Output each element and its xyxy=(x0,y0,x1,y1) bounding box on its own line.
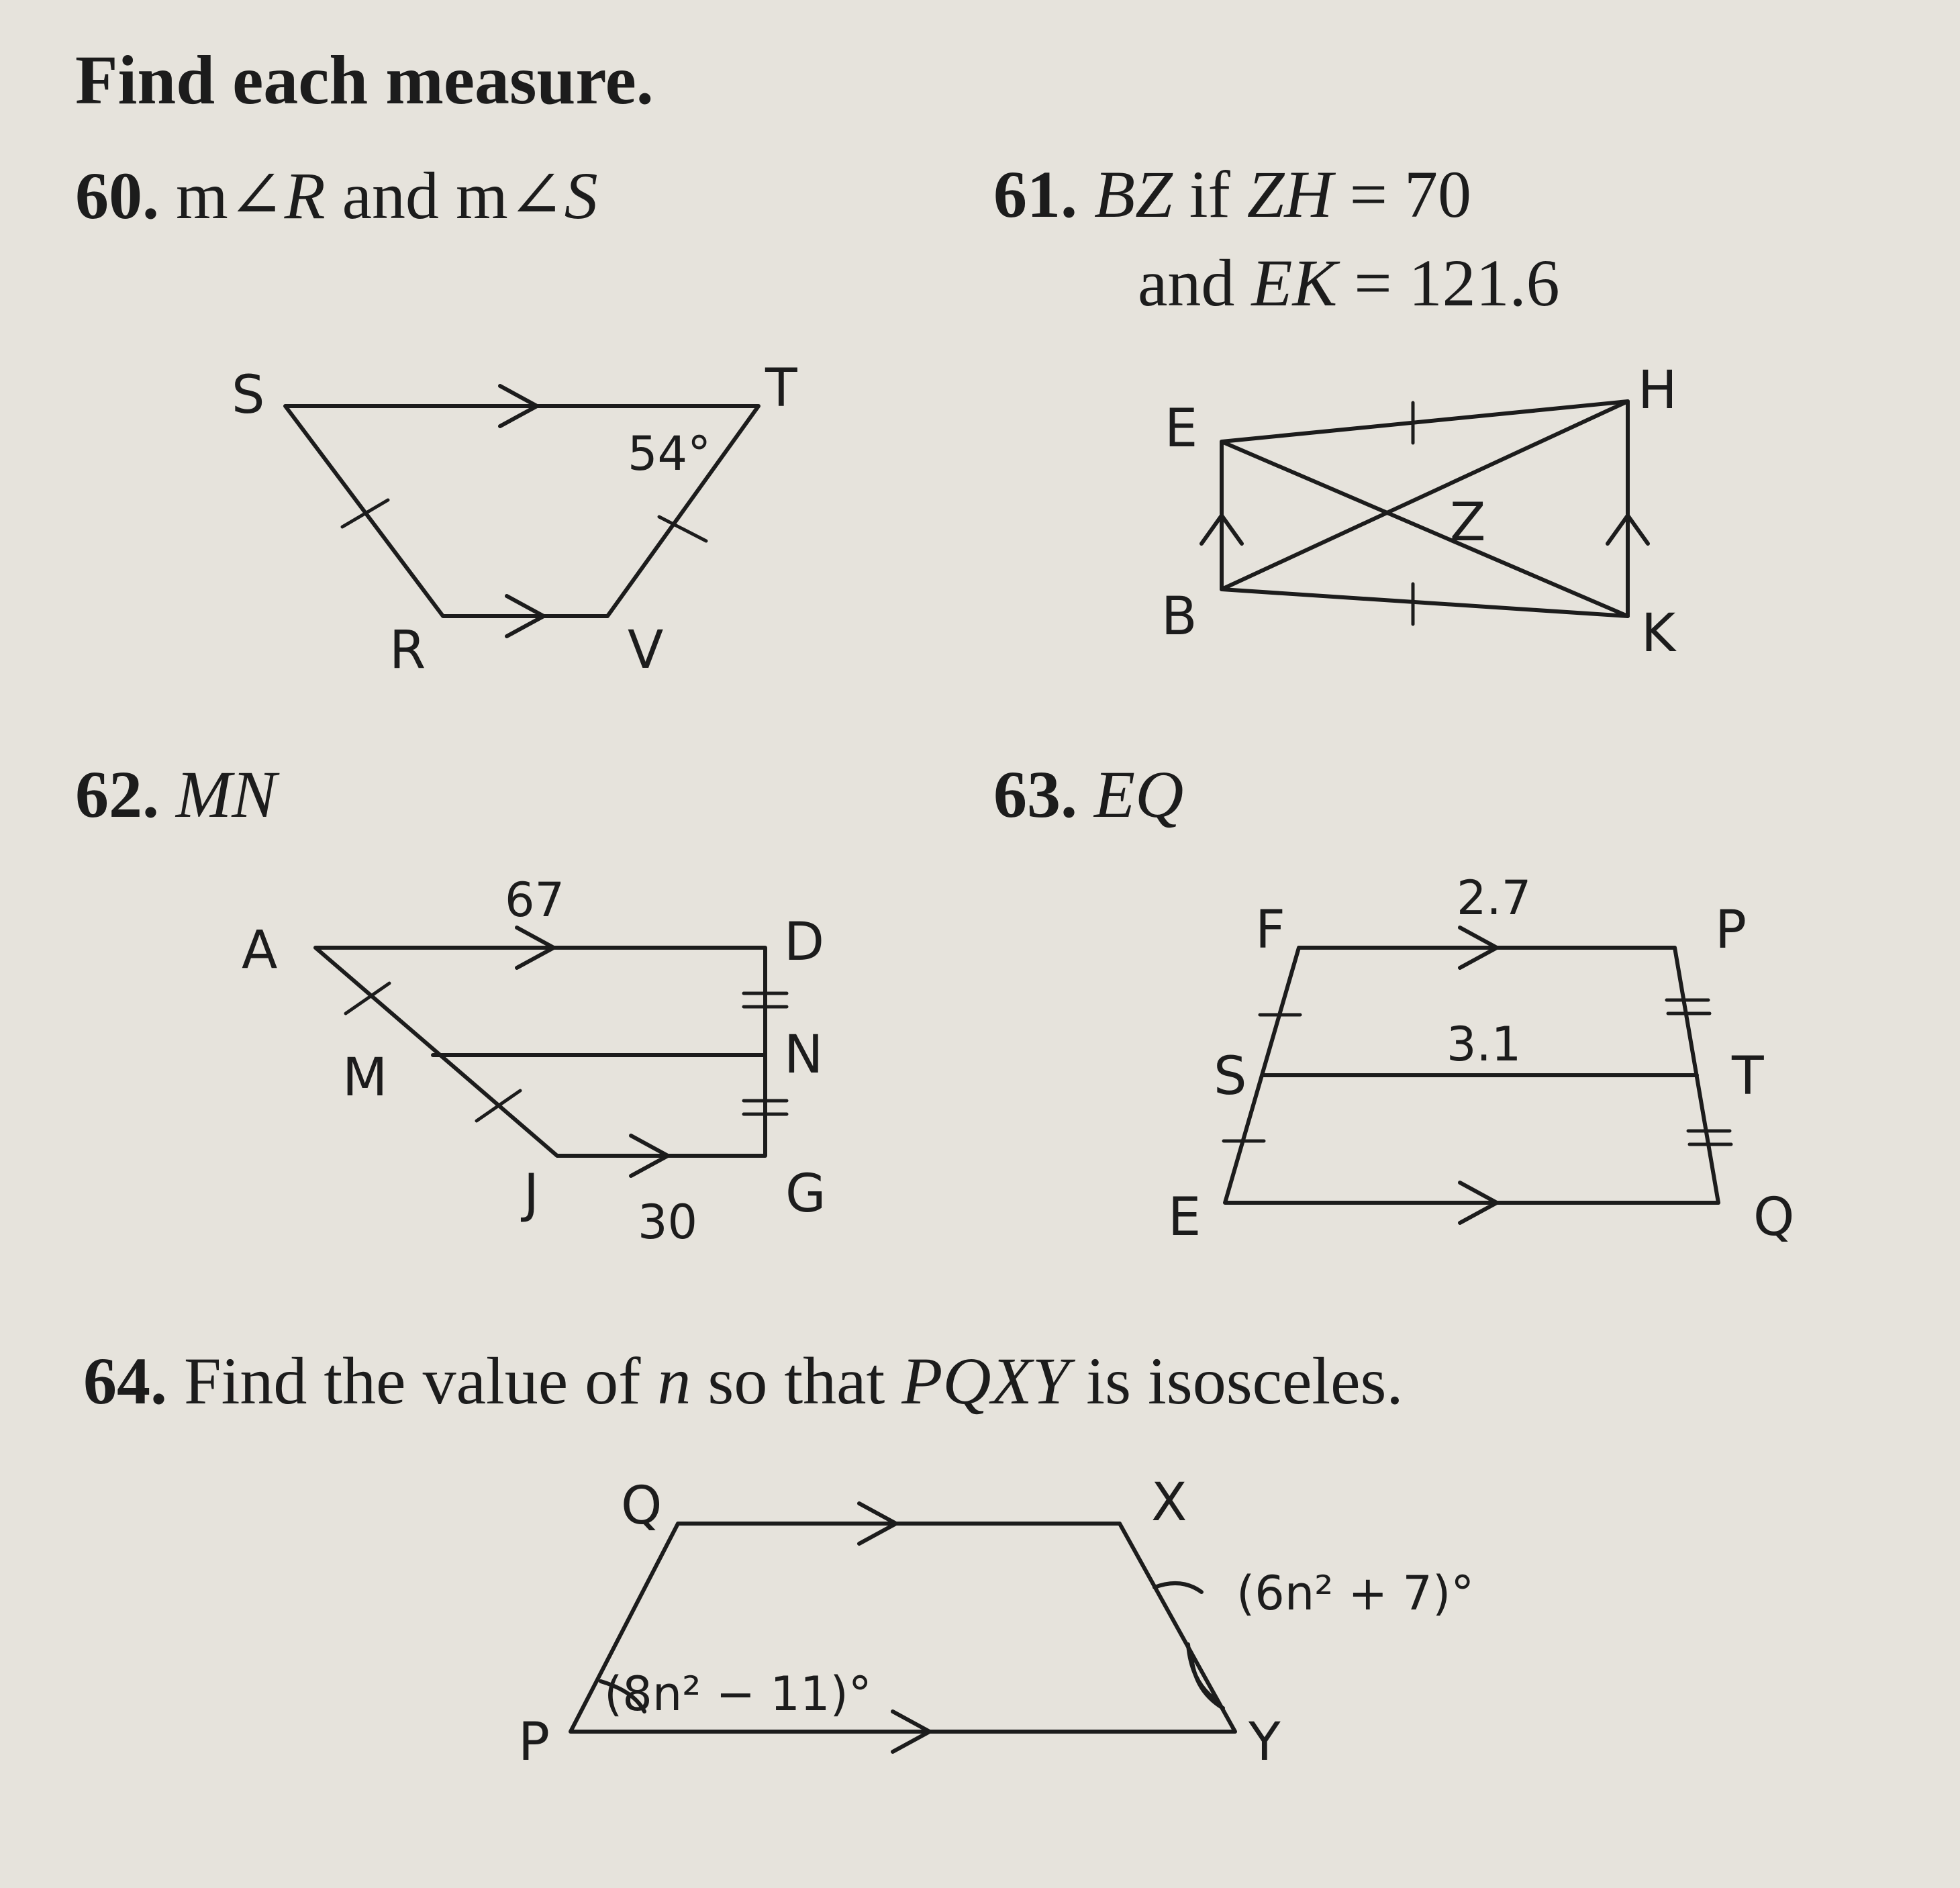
problem-64-number: 64. xyxy=(83,1344,167,1418)
problem-64-text2: so that xyxy=(691,1344,902,1418)
label-X: X xyxy=(1151,1473,1187,1533)
problem-61-BZ: BZ xyxy=(1094,157,1173,232)
figure-61-outline xyxy=(1222,401,1628,616)
figure-63-trapezoid xyxy=(1168,871,1794,1248)
label-Y: Y xyxy=(1248,1712,1281,1773)
problem-64-text1: Find the value of xyxy=(167,1344,658,1418)
problem-61-if: if xyxy=(1172,157,1247,232)
length-label-3-1: 3.1 xyxy=(1447,1017,1522,1072)
problem-60-R: R xyxy=(284,158,326,233)
angle-label-X: (6n² + 7)° xyxy=(1236,1566,1475,1621)
label-N: N xyxy=(784,1025,824,1085)
label-S: S xyxy=(1214,1046,1247,1107)
problem-60-number: 60. xyxy=(75,158,159,233)
page-heading: Find each measure. xyxy=(75,42,654,119)
label-Z: Z xyxy=(1450,493,1486,553)
problem-62-number: 62. xyxy=(75,757,159,832)
problem-61-EK-value: = 121.6 xyxy=(1337,246,1560,320)
label-P: P xyxy=(518,1712,550,1773)
figure-61-diagonal-BH xyxy=(1222,401,1628,589)
figure-60-tick-left xyxy=(342,500,388,527)
label-B: B xyxy=(1161,587,1197,647)
figure-62-tick-AM xyxy=(346,983,389,1013)
label-D: D xyxy=(784,912,825,973)
label-R: R xyxy=(389,620,426,681)
figure-61-rectangle xyxy=(1161,360,1677,664)
problem-64-n: n xyxy=(657,1344,691,1418)
label-M: M xyxy=(342,1048,388,1108)
label-P: P xyxy=(1715,900,1747,960)
label-J: J xyxy=(524,1164,540,1224)
label-T: T xyxy=(765,358,797,419)
label-G: G xyxy=(785,1164,826,1224)
problem-61-ZH-value: = 70 xyxy=(1332,157,1472,232)
figure-64-trapezoid xyxy=(518,1473,1474,1773)
problem-61-EK: EK xyxy=(1251,246,1338,320)
label-Q: Q xyxy=(621,1476,663,1536)
problem-63-number: 63. xyxy=(993,757,1077,832)
angle-label-54: 54° xyxy=(628,426,712,481)
problem-60-and: and m∠ xyxy=(325,158,565,233)
problem-64-text3: is isosceles. xyxy=(1069,1344,1404,1418)
label-T: T xyxy=(1732,1046,1764,1107)
figure-62-trapezoid xyxy=(242,873,826,1250)
problem-60-m1: m∠ xyxy=(176,158,285,233)
label-S: S xyxy=(232,365,265,426)
label-H: H xyxy=(1638,360,1677,421)
problem-62-MN: MN xyxy=(176,757,277,832)
problem-60-S: S xyxy=(564,158,598,233)
problem-61-number: 61. xyxy=(993,157,1077,232)
problem-63-EQ: EQ xyxy=(1094,757,1184,832)
problem-61-ZH: ZH xyxy=(1246,157,1333,232)
figure-61-diagonal-EK xyxy=(1222,442,1628,616)
figure-60-trapezoid xyxy=(232,358,797,681)
label-E: E xyxy=(1168,1187,1202,1248)
label-A: A xyxy=(242,920,278,981)
problem-61-and: and xyxy=(1138,246,1252,320)
label-V: V xyxy=(628,620,664,681)
length-label-30: 30 xyxy=(638,1195,698,1250)
figure-64-arc-X xyxy=(1155,1583,1202,1592)
length-label-67: 67 xyxy=(505,873,565,928)
problem-64-PQXY: PQXY xyxy=(901,1344,1070,1418)
angle-label-P: (8n² − 11)° xyxy=(604,1667,872,1722)
length-label-2-7: 2.7 xyxy=(1457,871,1532,926)
label-K: K xyxy=(1641,603,1676,664)
label-F: F xyxy=(1255,900,1285,960)
label-Q: Q xyxy=(1753,1187,1795,1248)
label-E: E xyxy=(1165,399,1198,459)
